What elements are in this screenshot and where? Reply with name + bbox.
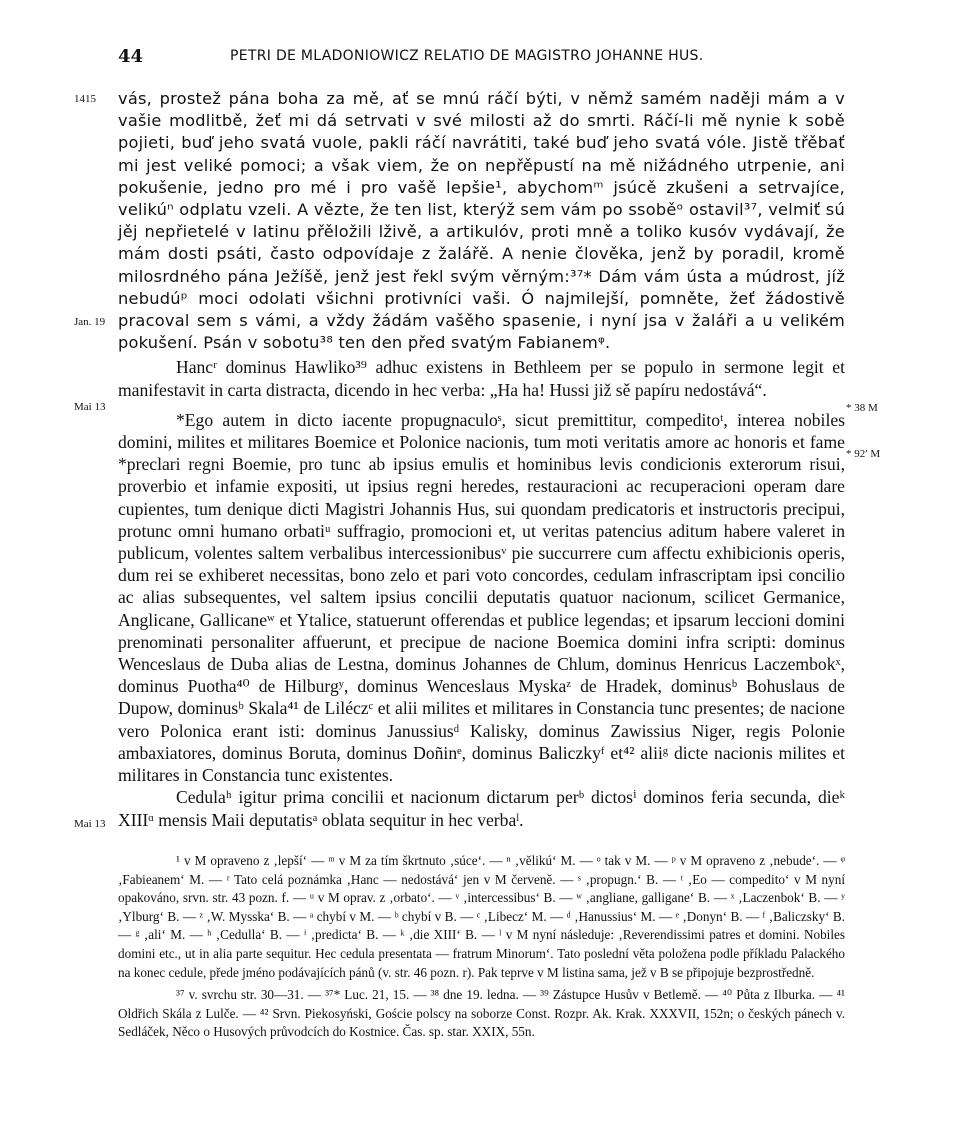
hanc-paragraph: Hancʳ dominus Hawliko³⁹ adhuc existens in Bethleem per se populo in sermone legit et manifestavit in carta distracta, dicendo in hec verba: „Ha ha! Hussi již sě papíru nedostává“. <box>118 357 845 400</box>
cedula-paragraph: Cedulaʰ igitur prima concilii et nacionum dictarum perᵇ dictosⁱ dominos feria secunda, dieᵏ XIIIᵅ mensis Maii deputatisᵃ oblata sequitur in hec verbaˡ. <box>118 787 845 830</box>
commentary-notes: ³⁷ v. svrchu str. 30—31. — ³⁷* Luc. 21, 15. — ³⁸ dne 19. ledna. — ³⁹ Zástupce Husův v Betlemě. — ⁴⁰ Půta z Ilburka. — ⁴¹ Oldřich Skála z Lulče. — ⁴² Srvn. Piekosyński, Goście polscy na soborze Const. Rozpr. Ak. Krak. XXXVII, 152n; o českých pánech v. Sedláček, Něco o Husových průvodcích do Kostnice. Čas. sp. star. XXIX, 55n. <box>118 987 845 1040</box>
margin-year-1415: 1415 <box>74 93 96 105</box>
running-title: PETRI DE MLADONIOWICZ RELATIO DE MAGISTRO JOHANNE HUS. <box>230 48 704 64</box>
page-number: 44 <box>118 46 144 67</box>
ego-paragraph: *Ego autem in dicto iacente propugnaculoˢ, sicut premittitur, compeditoᵗ, interea nobiles domini, milites et militares Boemice et Polonice nacionis, tum moti veritatis amore ac honoris et fame *preclari regni Boemie, pro tunc ab ipsius emulis et hominibus levis condicionis exterorum risui, proverbio et infamie expositi, ut ipsius regni heredes, restauracioni ac recuperacioni operam dare cupientes, tum denique dicti Magistri Johannis Hus, sui quondam predicatoris et instructoris precipui, protunc omni humano orbatiᵘ suffragio, promocioni et, ut veritas patencius aditum habere valeret in publicum, volentes saltem verbalibus intercessionibusᵛ pie succurrere cum affectu exhibicionis operis, dum rei se exhiberet necessitas, bono zelo et pari voto concordes, cedulam infrascriptam ipsi concilio ac alias subsequentes, vel saltem ipsius concilii deputatis quatuor nacionum, scilicet Germanice, Anglicane, Gallicaneʷ et Ytalice, statuerunt offerendas et publice legendas; et ipsarum leccioni domini prenominati personaliter affuerunt, et precipue de nacione Boemica domini infra scripti: dominus Wenceslaus de Duba alias de Lestna, dominus Johannes de Chlum, dominus Henricus Laczembokˣ, dominus Puotha⁴⁰ de Hilburgʸ, dominus Wenceslaus Myskaᶻ de Hradek, dominusᵇ Bohuslaus de Dupow, dominusᵇ Skala⁴¹ de Liléczᶜ et alii milites et militares in Constancia tunc presentes; de nacione vero Polonica erant isti: dominus Janussiusᵈ Kalisky, dominus Zawissius Niger, regis Polonie ambaxiatores, dominus Boruta, dominus Doñinᵉ, dominus Baliczkyᶠ et⁴² aliiᵍ dicte nacionis milites et militares in Constancia tunc existentes. <box>118 409 845 786</box>
czech-letter-paragraph: vás, prostež pána boha za mě, ať se mnú ráčí býti, v němž samém naději mám a v vašie modlitbě, žeť mi dá setrvati v své milosti až do smrti. Ráčí-li mě nynie k sobě pojieti, buď jeho svatá vuole, pakli ráčí navrátiti, také buď jeho svatá vóle. Jistě třěbať mi jest veliké pomoci; a však viem, že on nepřěpustí na mě nižádného utrpenie, ani pokušenie, jedno pro mé i pro vašě lepšie¹, abychomᵐ jsúcě zkušeni a setrvajíce, velikúⁿ odplatu vzeli. A vězte, že ten list, kterýž sem vám po ssoběᵒ ostavil³⁷, velmiť sú jěj nepřietelé v latinu přěložili lživě, a artikulóv, proti mně a toliko kusóv vydávají, že mám dosti psáti, často odpovídaje z žalářě. A nenie člověka, jenž by poradil, kromě milosrdného pána Ježíšě, jenž jest řekl svým věrným:³⁷* Dám vám ústa a múdrost, jíž nebudúᵖ moci odolati všichni protivníci vaši. Ó najmilejší, pomněte, žeť žádostivě pracoval sem s vámi, a vždy žádám vašěho spasenie, i nyní jsa v žaláři a u velikém pokušení. Psán v sobotu³⁸ ten den před svatým Fabianemᵠ. <box>118 89 845 353</box>
margin-date-mai-13-second: Mai 13 <box>74 818 106 830</box>
margin-date-jan-19: Jan. 19 <box>74 316 106 328</box>
main-text <box>118 88 845 831</box>
margin-folio-38m: * 38 M <box>846 402 878 414</box>
margin-date-mai-13-first: Mai 13 <box>74 401 106 413</box>
page-header <box>118 46 843 70</box>
margin-folio-92m: * 92′ M <box>846 448 881 460</box>
textual-apparatus: ¹ v M opraveno z ‚lepší‘ — ᵐ v M za tím škrtnuto ‚súce‘. — ⁿ ‚vĕlikú‘ M. — ᵒ tak v M. — ᵖ v M opraveno z ‚nebude‘. — ᵠ ‚Fabieanem‘ M. — ʳ Tato celá poznámka ‚Hanc — nedostává‘ jen v M červeně. — ˢ ‚propugn.‘ B. — ᵗ ‚Eo — compedito‘ v M nyní opakováno, srvn. str. 43 pozn. f. — ᵘ v M oprav. z ‚orbato‘. — ᵛ ‚intercessibus‘ B. — ʷ ‚angliane, galligane‘ B. — ˣ ‚Laczenbok‘ B. — ʸ ‚Ylburg‘ B. — ᶻ ‚W. Mysska‘ B. — ᵃ chybí v M. — ᵇ chybí v B. — ᶜ ‚Libecz‘ M. — ᵈ ‚Hanussius‘ M. — ᵉ ‚Donyn‘ B. — ᶠ ‚Baliczsky‘ B. — ᵍ ‚ali‘ M. — ʰ ‚Cedulla‘ B. — ⁱ ‚predicta‘ B. — ᵏ ‚die XIII‘ B. — ˡ v M nyní následuje: ‚Reverendissimi patres et domini. Nobiles domini etc., ut in alia parte sequitur. Hec cedula presentata — fratrum Minorum‘. Tato poslední věta položena podle příkladu Palackého na konec cedule, přede jméno podávajících pánů (v. str. 46 pozn. r). Pak teprve v M listina sama, jež v B se připojuje bezprostředně. <box>118 853 845 980</box>
footnotes <box>118 852 845 1042</box>
